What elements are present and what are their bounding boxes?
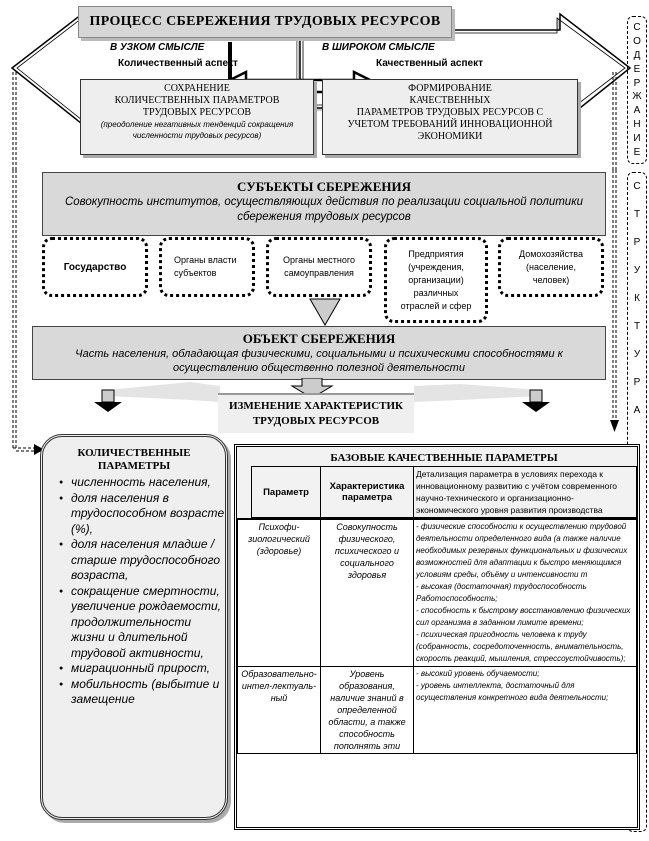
side-letter: Т bbox=[633, 321, 641, 332]
row-detail bbox=[414, 520, 637, 667]
side-letter: С bbox=[633, 181, 641, 192]
subjects-subtitle: Совокупность институтов, осуществляющих действия по реализации социальной политики сбережения трудовых ресурсов bbox=[64, 196, 584, 223]
down-arrow-to-object bbox=[308, 297, 342, 327]
side-letter: А bbox=[633, 405, 641, 416]
row-characteristic: Уровень образования, наличие знаний в определенной области, а также способность пополнять эти bbox=[321, 667, 414, 754]
change-characteristics-box bbox=[218, 393, 414, 433]
detail-line: - высокий уровень обучаемости; bbox=[416, 669, 540, 678]
subjects-panel bbox=[42, 172, 606, 236]
side-letter: О bbox=[633, 36, 641, 48]
quantitative-list bbox=[43, 475, 225, 708]
side-letter: У bbox=[633, 265, 641, 276]
qualitative-header-table bbox=[251, 466, 637, 518]
subject-enterprises: Предприятия (учреждения, организации) различных отраслей и сфер bbox=[384, 237, 488, 323]
side-letter: Е bbox=[633, 63, 641, 75]
qualitative-parameters-table bbox=[234, 444, 640, 830]
subject-households: Домохозяйства (население, человек) bbox=[498, 237, 604, 297]
table-row bbox=[238, 520, 637, 667]
qualitative-title: БАЗОВЫЕ КАЧЕСТВЕННЫЕ ПАРАМЕТРЫ bbox=[330, 452, 558, 464]
qualitative-aspect-label: Качественный аспект bbox=[376, 58, 483, 69]
side-letter: Р bbox=[633, 77, 641, 89]
detail-line: - высокая (достаточная) трудоспособность Работоспособность; bbox=[416, 582, 587, 603]
col-header-parameter: Параметр bbox=[252, 467, 321, 518]
side-letter: Д bbox=[633, 49, 641, 61]
subject-state: Государство bbox=[42, 237, 148, 297]
broad-sense-label: В ШИРОКОМ СМЫСЛЕ bbox=[322, 42, 435, 53]
quantitative-item: ● мобильность (выбытие и замещение bbox=[61, 677, 225, 708]
change-line-2: ТРУДОВЫХ РЕСУРСОВ bbox=[252, 415, 380, 427]
side-letter: Н bbox=[633, 118, 641, 130]
form-line-4: УЧЕТОМ ТРЕБОВАНИЙ ИННОВАЦИОННОЙ bbox=[347, 119, 553, 130]
quantitative-item: ● доля населения в трудоспособном возрасте (%), bbox=[61, 491, 225, 538]
row-detail bbox=[414, 667, 637, 754]
preserve-line-1: СОХРАНЕНИЕ bbox=[164, 83, 230, 94]
quantitative-item: ● доля населения младше / старше трудоспособного возраста, bbox=[61, 537, 225, 584]
form-line-1: ФОРМИРОВАНИЕ bbox=[408, 83, 492, 94]
table-row bbox=[238, 667, 637, 754]
object-title: ОБЪЕКТ СБЕРЕЖЕНИЯ bbox=[242, 331, 396, 346]
subject-regional-authorities: Органы власти субъектов bbox=[159, 237, 255, 297]
col-header-detail: Детализация параметра в условиях перехода к инновационному развитию с учётом современного научно-технического и организационно-экономического уровня развития производства bbox=[414, 467, 637, 518]
quantitative-title: КОЛИЧЕСТВЕННЫЕ ПАРАМЕТРЫ bbox=[77, 447, 191, 472]
row-param: Образовательно-интел-лектуаль-ный bbox=[238, 667, 321, 754]
subject-local-government: Органы местного самоуправления bbox=[266, 237, 372, 297]
qualitative-body-table bbox=[237, 519, 637, 754]
preserve-quantitative-box bbox=[80, 79, 314, 155]
quantitative-parameters-box bbox=[40, 434, 228, 820]
subjects-title: СУБЪЕКТЫ СБЕРЕЖЕНИЯ bbox=[237, 179, 411, 194]
side-letter: А bbox=[633, 105, 641, 117]
quantitative-item: ● сокращение смертности, увеличение рождаемости, продолжительности жизни и длительной трудовой активности, bbox=[61, 584, 225, 662]
side-label-content bbox=[627, 16, 647, 164]
quantitative-aspect-label: Количественный аспект bbox=[118, 58, 238, 69]
quantitative-item: ● миграционный прирост, bbox=[61, 661, 225, 677]
process-title: ПРОЦЕСС СБЕРЕЖЕНИЯ ТРУДОВЫХ РЕСУРСОВ bbox=[78, 6, 452, 38]
form-line-5: ЭКОНОМИКИ bbox=[417, 131, 483, 142]
detail-line: - психическая пригодность человека к труду (собранность, сосредоточенность, внимательность, скорость реакций, мышления, стрессоустойчивость); bbox=[416, 630, 626, 663]
side-letter: К bbox=[634, 293, 640, 304]
detail-line: - уровень интеллекта, достаточный для осуществления конкретного вида деятельности; bbox=[416, 681, 609, 702]
side-letter: С bbox=[633, 22, 641, 34]
col-header-characteristic: Характеристика параметра bbox=[321, 467, 414, 518]
side-letter: Е bbox=[633, 146, 641, 158]
row-param: Психофи-зиологический (здоровье) bbox=[238, 520, 321, 667]
qualitative-header-area bbox=[237, 447, 637, 519]
quantitative-item: ● численность населения, bbox=[61, 475, 225, 491]
side-letter: И bbox=[633, 132, 641, 144]
detail-line: - физические способности к осуществлению трудовой деятельности определенного вида (а также наличие необходимых резервных функциональных и физических возможностей для адаптации к быстро меняющимся условиям среды, объёму и интенсивности т bbox=[416, 522, 628, 579]
preserve-line-2: КОЛИЧЕСТВЕННЫХ ПАРАМЕТРОВ bbox=[114, 95, 280, 106]
object-subtitle: Часть населения, обладающая физическими, социальными и психическими способностями к осуществлению общественно полезной деятельности bbox=[75, 348, 563, 374]
form-line-2: КАЧЕСТВЕННЫХ bbox=[409, 95, 491, 106]
side-letter: Ж bbox=[632, 91, 642, 103]
detail-line: - способность к быстрому восстановлению физических сил организма в заданном лимите времени; bbox=[416, 606, 631, 627]
side-letter: Р bbox=[633, 237, 641, 248]
side-letter: Р bbox=[633, 377, 641, 388]
preserve-line-3: ТРУДОВЫХ РЕСУРСОВ bbox=[142, 107, 252, 118]
preserve-note: (преодоление негативных тенденций сокращения численности трудовых ресурсов) bbox=[100, 120, 294, 140]
change-line-1: ИЗМЕНЕНИЕ ХАРАКТЕРИСТИК bbox=[228, 400, 404, 412]
form-qualitative-box bbox=[322, 79, 578, 155]
form-line-3: ПАРАМЕТРОВ ТРУДОВЫХ РЕСУРСОВ С bbox=[356, 107, 544, 118]
narrow-sense-label: В УЗКОМ СМЫСЛЕ bbox=[110, 42, 205, 53]
side-letter: У bbox=[633, 349, 641, 360]
side-letter: Т bbox=[633, 209, 641, 220]
row-characteristic: Совокупность физического, психического и социального здоровья bbox=[321, 520, 414, 667]
object-panel bbox=[32, 326, 606, 380]
